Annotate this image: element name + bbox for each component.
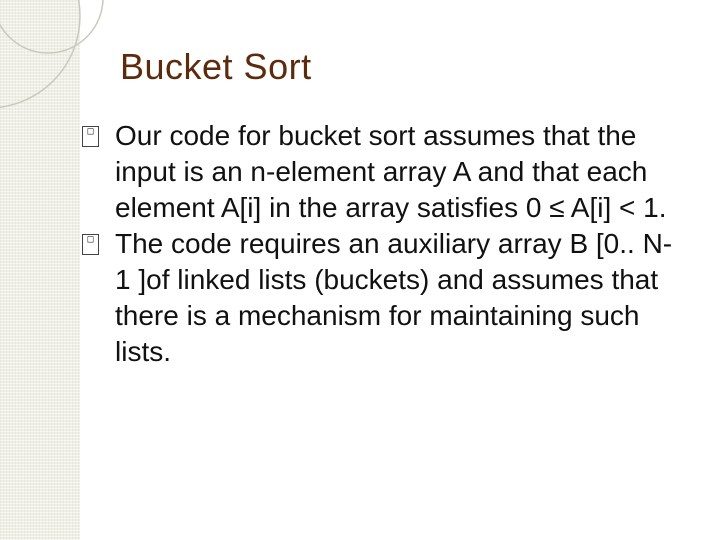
bullet-text: The code requires an auxiliary array B [0.. N-1 ]of linked lists (buckets) and assumes that there is a mechanism for maintaining such lists. xyxy=(115,228,673,367)
bullet-box-icon: □ xyxy=(82,234,99,255)
bullet-list xyxy=(82,118,682,370)
slide-title: Bucket Sort xyxy=(120,46,312,87)
bullet-item xyxy=(82,118,682,226)
deco-circle-inner xyxy=(0,0,103,53)
bullet-item xyxy=(82,226,682,370)
bullet-text: Our code for bucket sort assumes that the input is an n-element array A and that each element A[i] in the array satisfies 0 ≤ A[i] < 1. xyxy=(115,120,667,223)
deco-circle-outer xyxy=(0,0,80,108)
bullet-box-icon: □ xyxy=(82,126,99,147)
